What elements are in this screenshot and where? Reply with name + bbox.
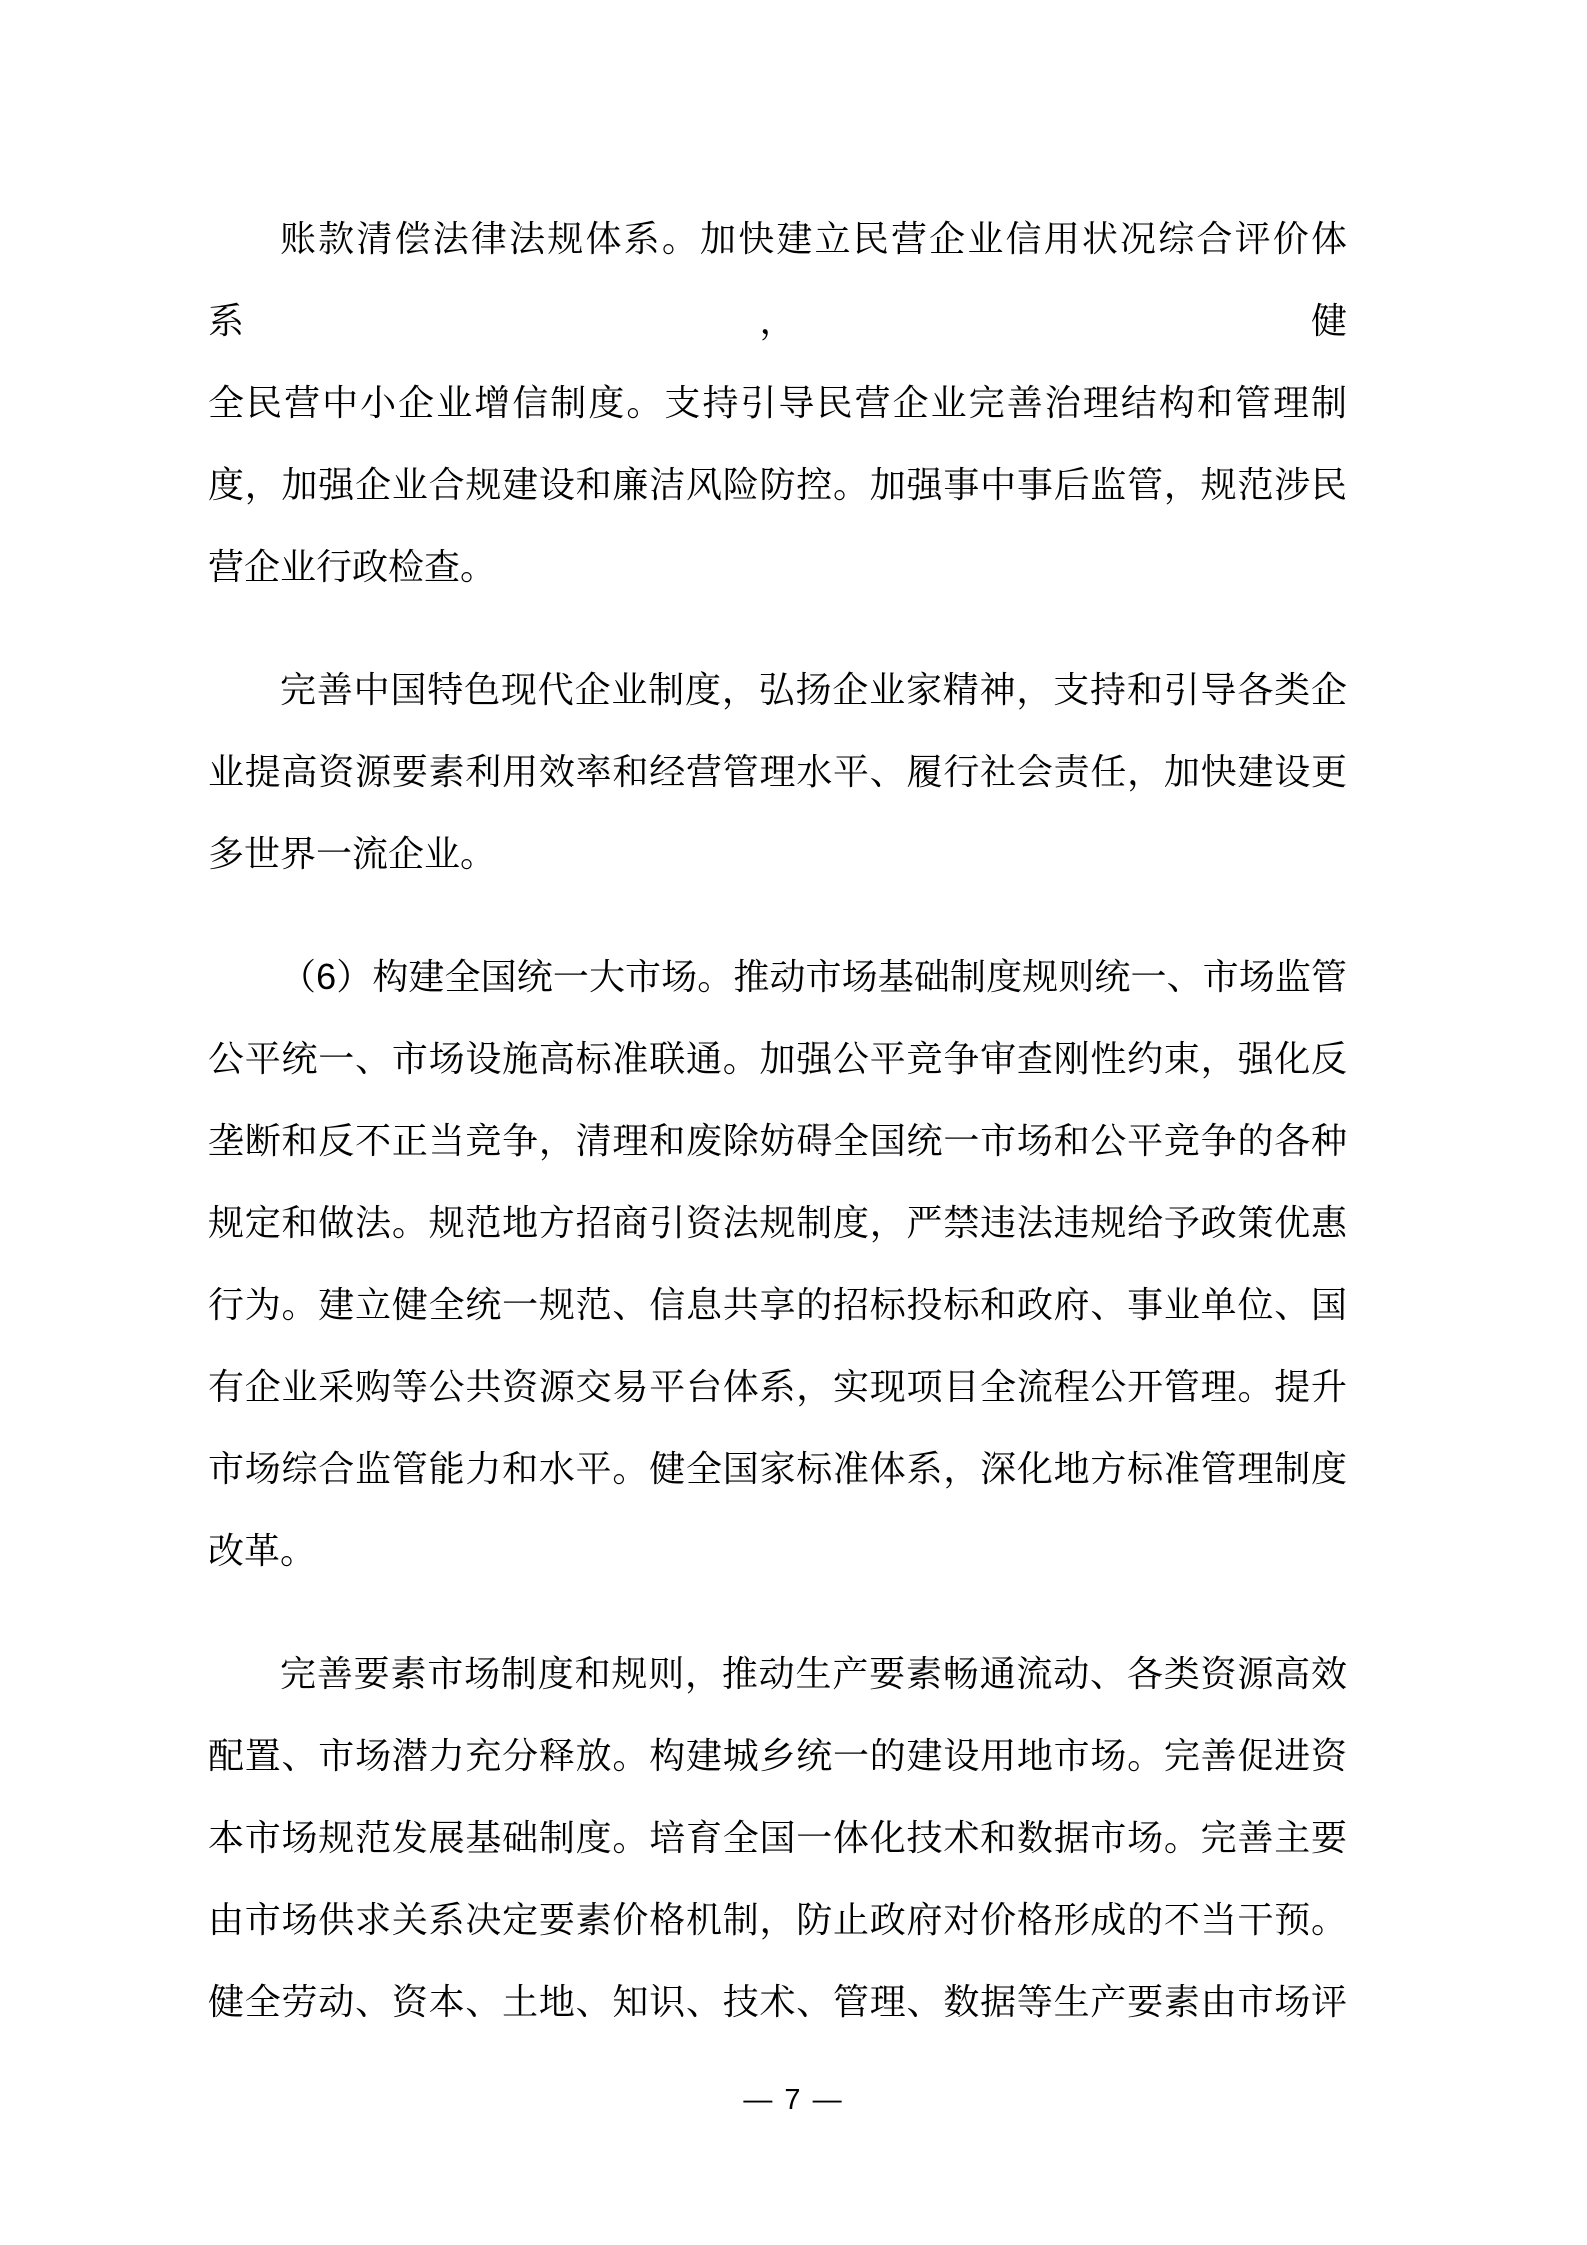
paragraph — [208, 1633, 1347, 2043]
text-line: 业提高资源要素利用效率和经营管理水平、履行社会责任，加快建设更 — [208, 751, 1347, 792]
text-line: （6）构建全国统一大市场。推动市场基础制度规则统一、市场监管 — [280, 956, 1347, 997]
page-footer — [0, 2083, 1587, 2117]
document-body — [208, 198, 1347, 2043]
paragraph — [208, 936, 1347, 1592]
text-line: 垄断和反不正当竞争，清理和废除妨碍全国统一市场和公平竞争的各种 — [208, 1120, 1347, 1161]
paragraph — [208, 198, 1347, 608]
page-number: — 7 — — [743, 2084, 844, 2116]
text-line: 行为。建立健全统一规范、信息共享的招标投标和政府、事业单位、国 — [208, 1284, 1347, 1325]
text-line: 本市场规范发展基础制度。培育全国一体化技术和数据市场。完善主要 — [208, 1817, 1347, 1858]
text-line: 改革。 — [208, 1530, 317, 1571]
text-line: 有企业采购等公共资源交易平台体系，实现项目全流程公开管理。提升 — [208, 1366, 1347, 1407]
text-line: 度，加强企业合规建设和廉洁风险防控。加强事中事后监管，规范涉民 — [208, 464, 1347, 505]
text-line: 公平统一、市场设施高标准联通。加强公平竞争审查刚性约束，强化反 — [208, 1038, 1347, 1079]
text-line: 配置、市场潜力充分释放。构建城乡统一的建设用地市场。完善促进资 — [208, 1735, 1347, 1776]
text-line: 市场综合监管能力和水平。健全国家标准体系，深化地方标准管理制度 — [208, 1448, 1347, 1489]
paragraph — [208, 649, 1347, 895]
text-line: 全民营中小企业增信制度。支持引导民营企业完善治理结构和管理制 — [208, 382, 1347, 423]
text-line: 完善要素市场制度和规则，推动生产要素畅通流动、各类资源高效 — [280, 1653, 1347, 1694]
text-line: 健全劳动、资本、土地、知识、技术、管理、数据等生产要素由市场评 — [208, 1981, 1347, 2022]
text-line: 由市场供求关系决定要素价格机制，防止政府对价格形成的不当干预。 — [208, 1899, 1347, 1940]
text-line: 多世界一流企业。 — [208, 833, 497, 874]
text-line: 完善中国特色现代企业制度，弘扬企业家精神，支持和引导各类企 — [280, 669, 1347, 710]
text-line: 规定和做法。规范地方招商引资法规制度，严禁违法违规给予政策优惠 — [208, 1202, 1347, 1243]
text-line: 营企业行政检查。 — [208, 546, 497, 587]
text-line: 账款清偿法律法规体系。加快建立民营企业信用状况综合评价体系，健 — [208, 218, 1347, 341]
